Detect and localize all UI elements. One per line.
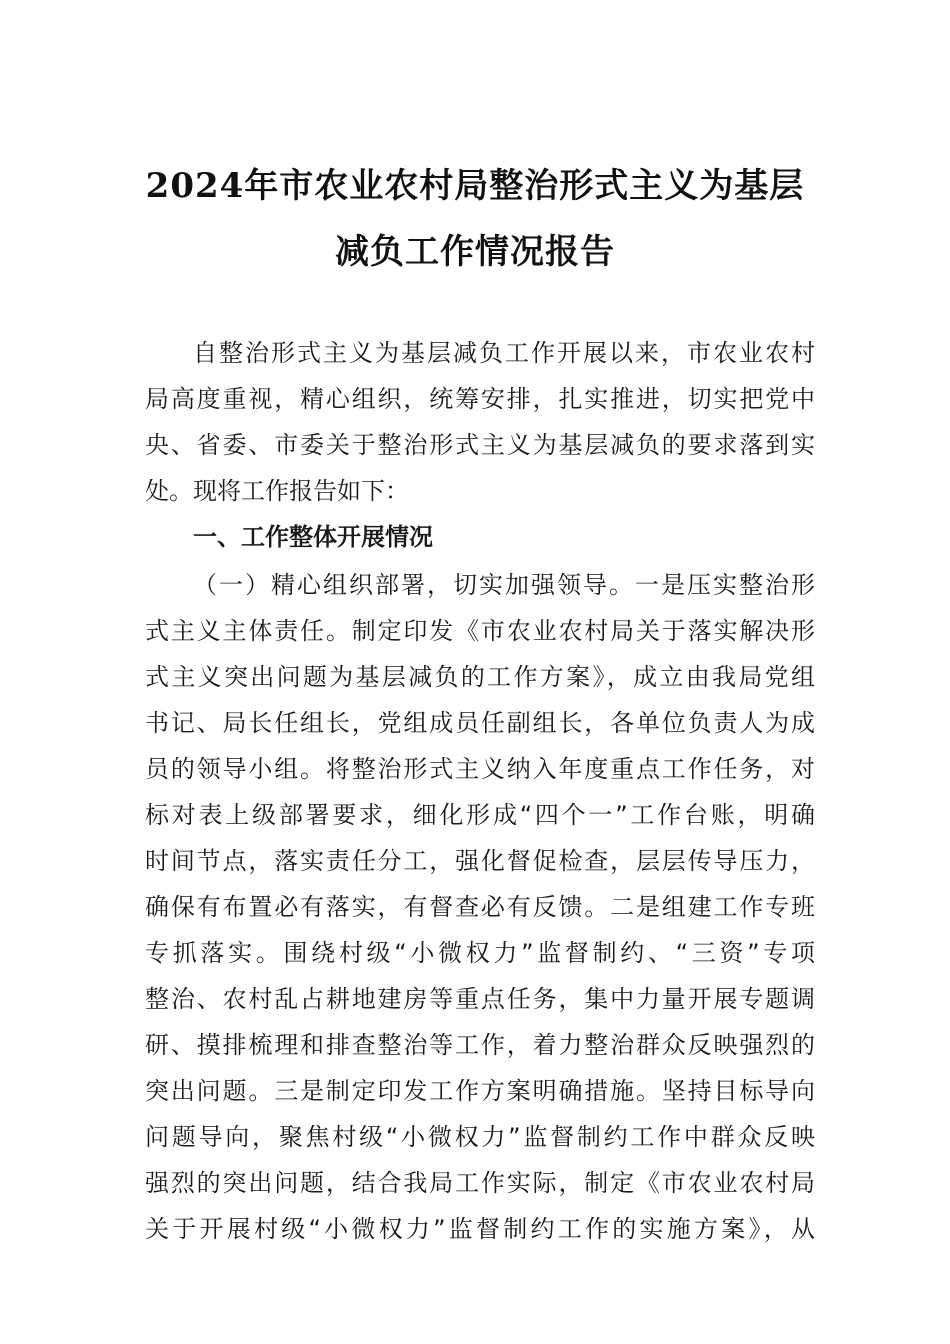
paragraph-line: 专抓落实。围绕村级“小微权力”监督制约、“三资”专项 (145, 939, 815, 967)
intro-line: 局高度重视，精心组织，统筹安排，扎实推进，切实把党中 (145, 385, 815, 413)
intro-paragraph (145, 330, 815, 514)
intro-line: 自整治形式主义为基层减负工作开展以来，市农业农村 (193, 339, 815, 367)
paragraph-line: 研、摸排梳理和排查整治等工作，着力整治群众反映强烈的 (145, 1031, 815, 1059)
paragraph-line: 书记、局长任组长，党组成员任副组长，各单位负责人为成 (145, 709, 815, 737)
paragraph-line: 关于开展村级“小微权力”监督制约工作的实施方案》，从 (145, 1215, 815, 1243)
paragraph-line: （一）精心组织部署，切实加强领导。一是压实整治形 (193, 571, 815, 599)
intro-line: 处。现将工作报告如下： (145, 477, 409, 505)
intro-line: 央、省委、市委关于整治形式主义为基层减负的要求落到实 (145, 431, 815, 459)
paragraph-line: 强烈的突出问题，结合我局工作实际，制定《市农业农村局 (145, 1169, 815, 1197)
paragraph-line: 式主义突出问题为基层减负的工作方案》，成立由我局党组 (145, 663, 815, 691)
paragraph-line: 确保有布置必有落实，有督查必有反馈。二是组建工作专班 (145, 893, 815, 921)
document-body (145, 330, 815, 1252)
paragraph-line: 标对表上级部署要求，细化形成“四个一”工作台账，明确 (145, 801, 815, 829)
paragraph-line: 式主义主体责任。制定印发《市农业农村局关于落实解决形 (145, 617, 815, 645)
section1-paragraph (145, 562, 815, 1252)
document-title-line-2: 减负工作情况报告 (335, 232, 615, 272)
paragraph-line: 问题导向，聚焦村级“小微权力”监督制约工作中群众反映 (145, 1123, 815, 1151)
paragraph-line: 整治、农村乱占耕地建房等重点任务，集中力量开展专题调 (145, 985, 815, 1013)
document-title-line-1: 2024年市农业农村局整治形式主义为基层 (145, 166, 805, 206)
paragraph-line: 时间节点，落实责任分工，强化督促检查，层层传导压力， (145, 847, 815, 875)
paragraph-line: 员的领导小组。将整治形式主义纳入年度重点工作任务，对 (145, 755, 815, 783)
paragraph-line: 突出问题。三是制定印发工作方案明确措施。坚持目标导向 (145, 1077, 815, 1105)
section-heading: 一、工作整体开展情况 (193, 523, 433, 551)
